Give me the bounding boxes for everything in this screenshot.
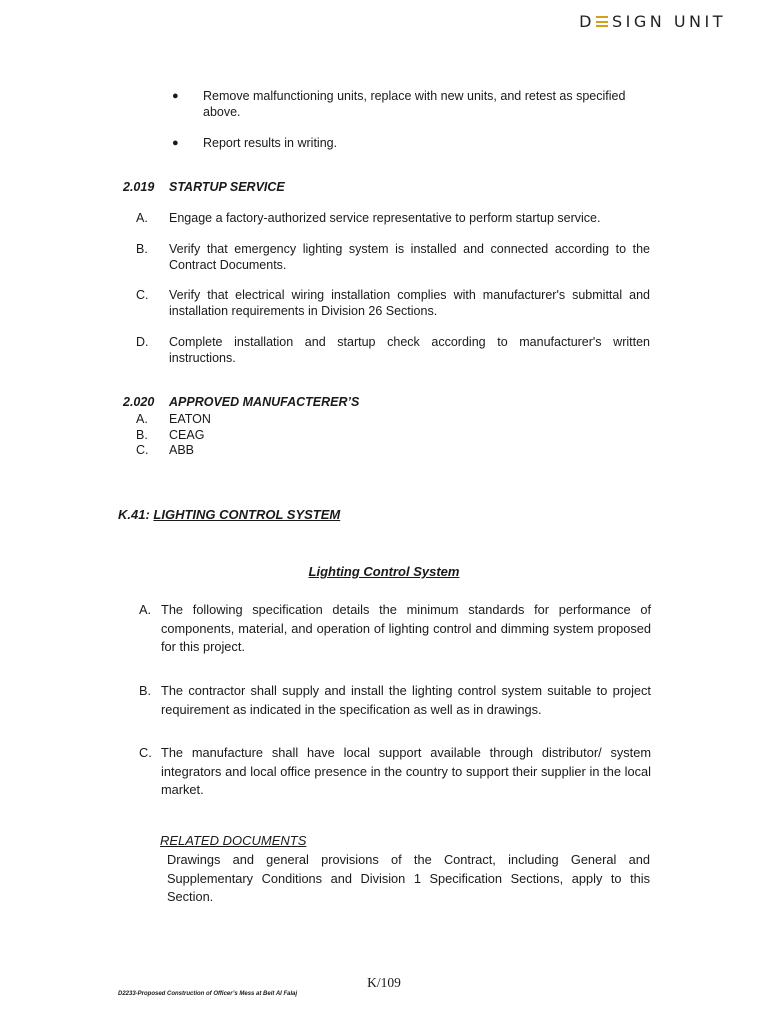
section-heading-2019 (123, 180, 285, 194)
paragraph-letter: B. (139, 683, 152, 698)
bullet-text: Report results in writing. (203, 136, 338, 150)
project-footer: D2233-Proposed Construction of Officer’s Mess at Beit Al Falaj (118, 991, 298, 997)
item-letter: A. (136, 412, 148, 426)
item-letter: B. (136, 428, 148, 442)
manufacturer-name: ABB (169, 443, 195, 457)
logo-bars-icon (596, 16, 608, 27)
section-title: STARTUP SERVICE (169, 180, 285, 194)
list-item (136, 241, 650, 273)
manufacturer-item (136, 442, 194, 458)
logo-text-right: SIGN UNIT (612, 12, 726, 31)
paragraph-text: The following specification details the minimum standards for performance of components, material, and operation of lighting control and dimming system proposed for this project. (161, 602, 651, 654)
related-documents-heading: RELATED DOCUMENTS (160, 833, 307, 848)
item-text: Verify that electrical wiring installation complies with manufacturer's submittal and installation requirements in Division 26 Sections. (169, 288, 650, 318)
paragraph (139, 601, 651, 657)
paragraph (139, 682, 651, 719)
item-letter: C. (136, 443, 149, 457)
manufacturer-item (136, 427, 204, 443)
item-text: Verify that emergency lighting system is installed and connected according to the Contract Documents. (169, 242, 650, 272)
manufacturer-item (136, 411, 211, 427)
item-text: Engage a factory-authorized service representative to perform startup service. (169, 211, 601, 225)
bullet-text: Remove malfunctioning units, replace with new units, and retest as specified above. (203, 89, 626, 119)
paragraph-letter: A. (139, 602, 152, 617)
related-documents-body: Drawings and general provisions of the Contract, including General and Supplementary Conditions and Division 1 Specification Sections, apply to this Section. (167, 852, 650, 904)
section-title: APPROVED MANUFACTERER’S (169, 395, 360, 409)
k41-heading (118, 507, 340, 522)
section-number: 2.020 (123, 395, 155, 409)
logo-text-left: D (579, 12, 595, 31)
manufacturer-name: EATON (169, 412, 211, 426)
section-number: 2.019 (123, 180, 155, 194)
lighting-control-title: Lighting Control System (308, 564, 460, 579)
paragraph (139, 744, 651, 800)
bullet-icon: ● (172, 90, 179, 102)
bullet-icon: ● (172, 137, 179, 149)
paragraph-text: The contractor shall supply and install the lighting control system suitable to project requirement as indicated in the specification as well as in drawings. (161, 683, 651, 717)
k41-prefix: K.41: (118, 507, 154, 522)
section-heading-2020 (123, 395, 359, 409)
list-item (136, 287, 650, 319)
item-letter: D. (136, 335, 149, 349)
page-number: K/109 (367, 975, 401, 990)
item-letter: C. (136, 288, 149, 302)
item-letter: B. (136, 242, 148, 256)
manufacturer-name: CEAG (169, 428, 205, 442)
list-item (136, 210, 650, 226)
paragraph-letter: C. (139, 745, 152, 760)
k41-title: LIGHTING CONTROL SYSTEM (153, 507, 341, 522)
design-unit-logo (579, 12, 726, 31)
paragraph-text: The manufacture shall have local support available through distributor/ system integrators and local office presence in the country to support their supplier in the local market. (161, 745, 651, 797)
item-text: Complete installation and startup check according to manufacturer's written instructions. (169, 335, 650, 365)
item-letter: A. (136, 211, 148, 225)
bullet-item (172, 135, 652, 151)
list-item (136, 334, 650, 366)
bullet-item (172, 88, 652, 120)
